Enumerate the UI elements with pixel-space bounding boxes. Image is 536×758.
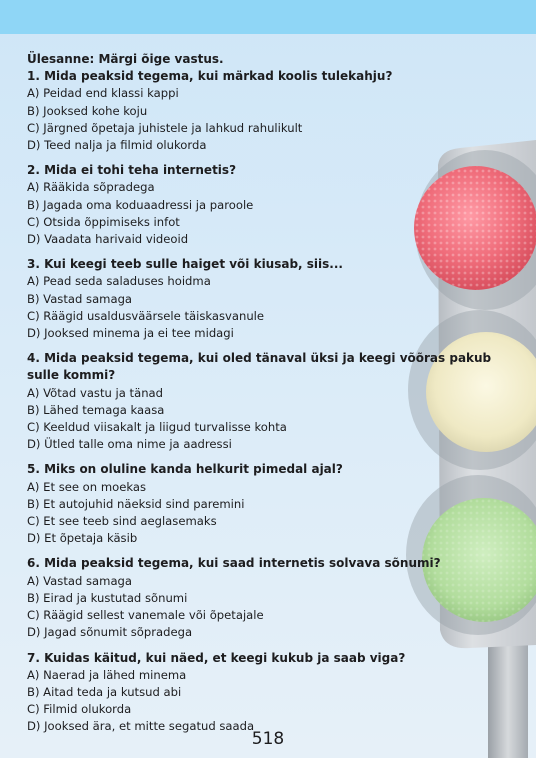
answer-option: B) Jagada oma koduaadressi ja paroole	[27, 197, 254, 212]
page-number: 518	[251, 729, 285, 749]
question-text: 3. Kui keegi teeb sulle haiget või kiusab, siis...	[27, 257, 343, 272]
question-text: 7. Kuidas käitud, kui näed, et keegi kukub ja saab viga?	[27, 650, 406, 665]
question-text: 1. Mida peaksid tegema, kui märkad koolis tulekahju?	[27, 69, 393, 84]
answer-option: C) Filmid olukorda	[27, 702, 132, 717]
task-heading: Ülesanne: Märgi õige vastus.	[27, 52, 224, 66]
answer-option: C) Et see teeb sind aeglasemaks	[27, 514, 217, 529]
question-text: 4. Mida peaksid tegema, kui oled tänaval üksi ja keegi võõras pakub sulle kommi?	[27, 351, 492, 383]
answer-option: D) Ütled talle oma nime ja aadressi	[27, 437, 232, 452]
answer-option: B) Vastad samaga	[27, 291, 133, 306]
answer-option: B) Jooksed kohe koju	[27, 103, 148, 118]
answer-option: D) Teed nalja ja filmid olukorda	[27, 138, 207, 153]
answer-option: B) Lähed temaga kaasa	[27, 402, 165, 417]
answer-option: A) Peidad end klassi kappi	[27, 86, 179, 101]
answer-option: D) Vaadata harivaid videoid	[27, 232, 189, 247]
answer-option: B) Aitad teda ja kutsud abi	[27, 684, 182, 699]
answer-option: A) Et see on moekas	[27, 479, 146, 494]
question-block	[27, 162, 497, 248]
answer-option: D) Et õpetaja käsib	[27, 531, 138, 546]
answer-option: D) Jooksed ära, et mitte segatud saada	[27, 719, 255, 734]
answer-option: C) Otsida õppimiseks infot	[27, 214, 180, 229]
answer-option: D) Jagad sõnumit sõpradega	[27, 625, 193, 640]
question-block	[27, 68, 497, 154]
answer-option: C) Räägid sellest vanemale või õpetajale	[27, 608, 264, 623]
question-text: 6. Mida peaksid tegema, kui saad internetis solvava sõnumi?	[27, 556, 441, 571]
answer-option: C) Räägid usaldusväärsele täiskasvanule	[27, 308, 265, 323]
answer-option: A) Naerad ja lähed minema	[27, 667, 187, 682]
answer-option: A) Rääkida sõpradega	[27, 180, 155, 195]
question-text: 2. Mida ei tohi teha internetis?	[27, 163, 237, 178]
question-block	[27, 350, 497, 453]
question-list	[27, 68, 497, 735]
question-text: 5. Miks on oluline kanda helkurit pimedal ajal?	[27, 462, 343, 477]
answer-option: A) Võtad vastu ja tänad	[27, 385, 164, 400]
question-block	[27, 555, 497, 641]
question-block	[27, 461, 497, 547]
answer-option: B) Et autojuhid näeksid sind paremini	[27, 496, 245, 511]
worksheet-content	[27, 51, 497, 744]
question-block	[27, 256, 497, 342]
answer-option: B) Eirad ja kustutad sõnumi	[27, 590, 188, 605]
answer-option: A) Vastad samaga	[27, 573, 133, 588]
answer-option: C) Järgned õpetaja juhistele ja lahkud rahulikult	[27, 120, 303, 135]
question-block	[27, 650, 497, 736]
answer-option: C) Keeldud viisakalt ja liigud turvalisse kohta	[27, 420, 287, 435]
answer-option: A) Pead seda saladuses hoidma	[27, 274, 211, 289]
answer-option: D) Jooksed minema ja ei tee midagi	[27, 326, 234, 341]
